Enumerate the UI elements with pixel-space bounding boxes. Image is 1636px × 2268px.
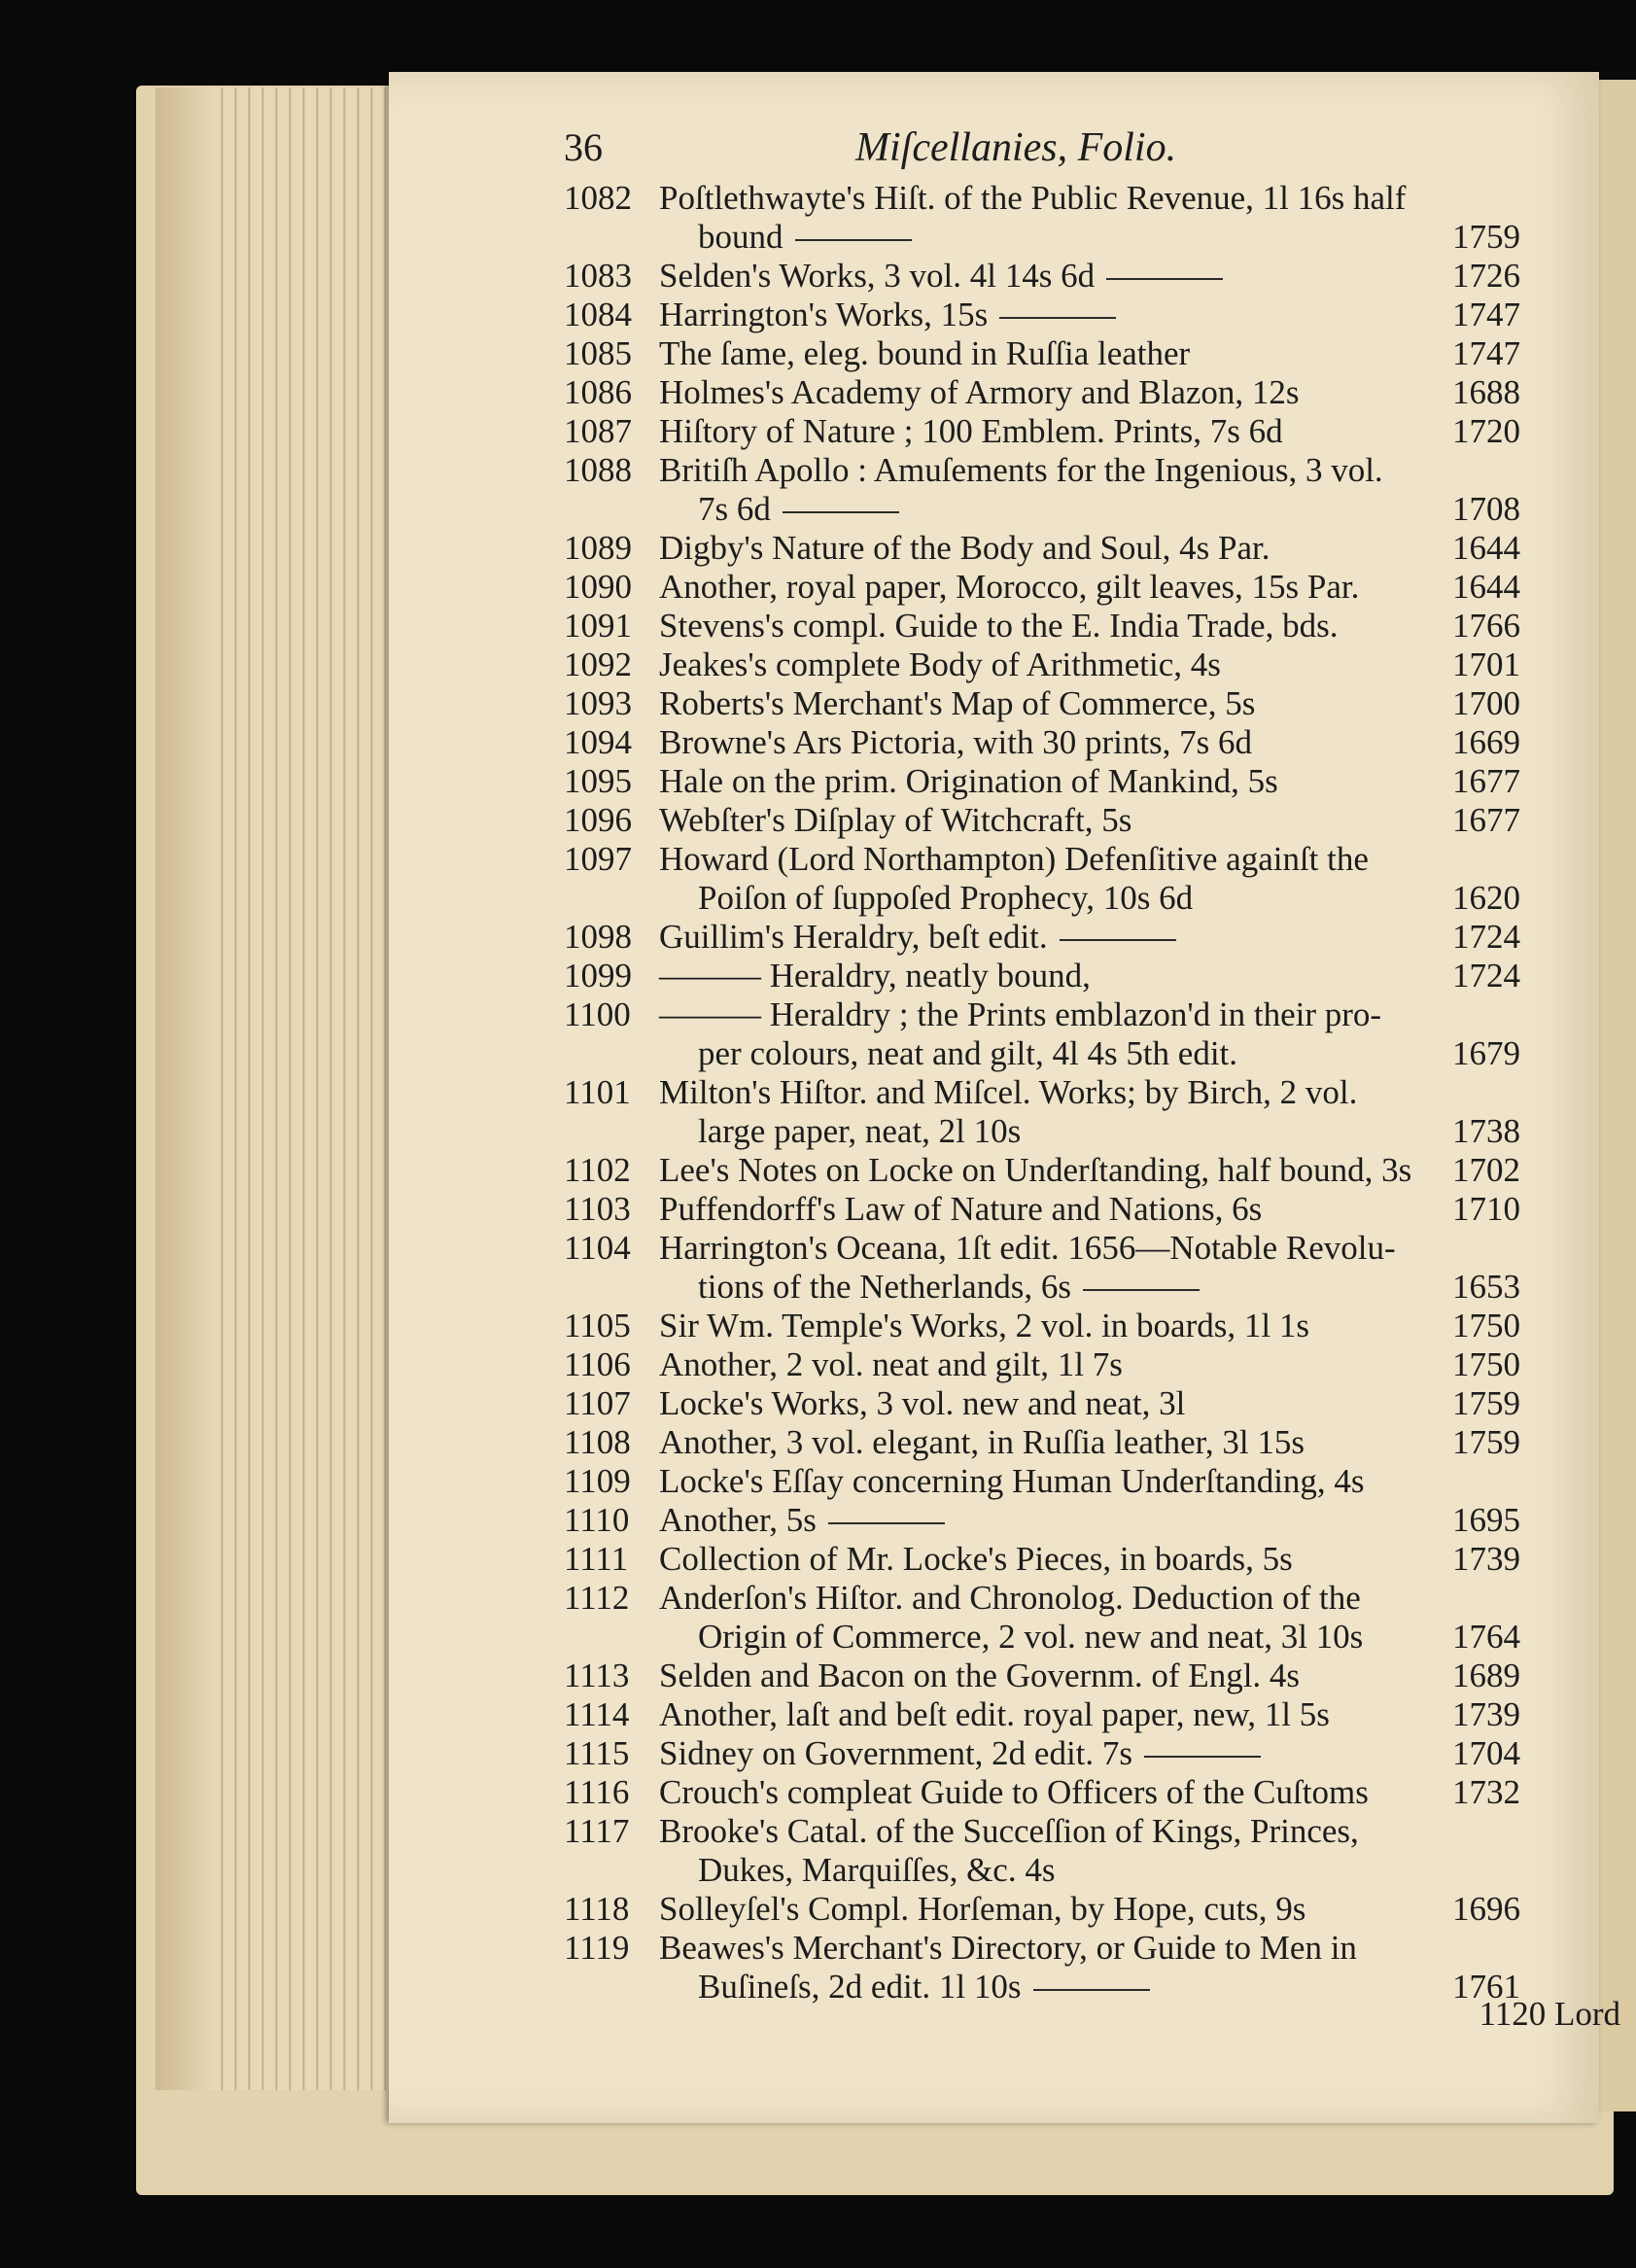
entry-year: 1644 — [1452, 568, 1520, 606]
entry-number: 1100 — [564, 995, 631, 1033]
entry-text: Harrington's Oceana, 1ſt edit. 1656—Notable Revolu- — [659, 1229, 1396, 1267]
entry-line — [564, 1268, 1536, 1307]
entry-line — [564, 218, 1536, 257]
catchword: 1120 Lord — [1479, 1995, 1620, 2033]
leader-rule — [999, 317, 1116, 319]
entry-line — [564, 1151, 1536, 1190]
catalogue-entry — [564, 995, 1536, 1073]
entry-number: 1115 — [564, 1734, 630, 1772]
entry-year: 1688 — [1452, 373, 1520, 411]
entry-number: 1086 — [564, 373, 632, 411]
entry-line — [564, 490, 1536, 529]
entry-text: Dukes, Marquiſſes, &c. 4s — [698, 1851, 1056, 1889]
entry-line — [564, 1190, 1536, 1229]
entry-year: 1761 — [1452, 1968, 1520, 2006]
entry-number: 1099 — [564, 957, 632, 994]
entry-line — [564, 1501, 1536, 1540]
entry-number: 1097 — [564, 840, 632, 878]
entry-text: Holmes's Academy of Armory and Blazon, 12s — [659, 373, 1300, 411]
entry-line — [564, 529, 1536, 568]
entry-text: ——— Heraldry ; the Prints emblazon'd in their pro- — [659, 995, 1382, 1033]
entry-line — [564, 1734, 1536, 1773]
entry-number: 1107 — [564, 1384, 631, 1422]
entry-line — [564, 1112, 1536, 1151]
entry-year: 1724 — [1452, 918, 1520, 956]
catalogue-entry — [564, 451, 1536, 529]
entry-text: The ſame, eleg. bound in Ruſſia leather — [659, 334, 1191, 372]
entry-number: 1083 — [564, 257, 632, 295]
catalogue-entry — [564, 1812, 1536, 1890]
entry-year: 1702 — [1452, 1151, 1520, 1189]
entry-line — [564, 801, 1536, 840]
entry-number: 1098 — [564, 918, 632, 956]
entry-text: Hiſtory of Nature ; 100 Emblem. Prints, 7s 6d — [659, 412, 1283, 450]
entry-year: 1704 — [1452, 1734, 1520, 1772]
entry-number: 1106 — [564, 1345, 631, 1383]
entry-text: Sir Wm. Temple's Works, 2 vol. in boards, 1l 1s — [659, 1307, 1309, 1344]
entry-year: 1677 — [1452, 801, 1520, 839]
entry-line — [564, 879, 1536, 918]
entry-number: 1108 — [564, 1423, 631, 1461]
catalogue-entry — [564, 568, 1536, 607]
entry-line — [564, 1073, 1536, 1112]
catalogue-entry — [564, 1695, 1536, 1734]
entry-year: 1720 — [1452, 412, 1520, 450]
entry-number: 1082 — [564, 179, 632, 217]
catalogue-entry — [564, 179, 1536, 257]
entry-line — [564, 995, 1536, 1034]
entry-year: 1710 — [1452, 1190, 1520, 1228]
catalogue-entry — [564, 529, 1536, 568]
entry-line — [564, 840, 1536, 879]
entry-line — [564, 373, 1536, 412]
entry-year: 1739 — [1452, 1540, 1520, 1578]
catalogue-entry — [564, 723, 1536, 762]
entry-text: Lee's Notes on Locke on Underſtanding, half bound, 3s — [659, 1151, 1412, 1189]
catalogue-entry — [564, 412, 1536, 451]
entry-line — [564, 1812, 1536, 1851]
page-number: 36 — [564, 125, 603, 169]
entry-number: 1096 — [564, 801, 632, 839]
entry-year: 1759 — [1452, 218, 1520, 256]
entry-text: large paper, neat, 2l 10s — [698, 1112, 1022, 1150]
entry-line — [564, 257, 1536, 296]
entry-line — [564, 1462, 1536, 1501]
entry-year: 1653 — [1452, 1268, 1520, 1306]
entry-year: 1679 — [1452, 1034, 1520, 1072]
entry-year: 1669 — [1452, 723, 1520, 761]
entry-number: 1089 — [564, 529, 632, 567]
entry-text: Hale on the prim. Origination of Mankind, 5s — [659, 762, 1278, 800]
entry-text: Browne's Ars Pictoria, with 30 prints, 7s 6d — [659, 723, 1253, 761]
entry-year: 1764 — [1452, 1618, 1520, 1656]
entry-number: 1091 — [564, 607, 632, 645]
entry-number: 1087 — [564, 412, 632, 450]
entry-text: Selden's Works, 3 vol. 4l 14s 6d — [659, 257, 1235, 296]
entry-line — [564, 1929, 1536, 1968]
entry-number: 1109 — [564, 1462, 631, 1500]
catalogue-entry — [564, 296, 1536, 334]
entry-year: 1689 — [1452, 1657, 1520, 1694]
catalogue-entry — [564, 1229, 1536, 1307]
entry-text: Howard (Lord Northampton) Defenſitive againſt the — [659, 840, 1369, 878]
entry-text: Selden and Bacon on the Governm. of Engl. 4s — [659, 1657, 1301, 1694]
catalogue-entries — [564, 179, 1536, 2006]
entry-number: 1117 — [564, 1812, 630, 1850]
entry-line — [564, 1384, 1536, 1423]
catalogue-entry — [564, 1307, 1536, 1345]
entry-line — [564, 1773, 1536, 1812]
leader-rule — [828, 1522, 945, 1524]
leader-rule — [795, 239, 912, 241]
catalogue-entry — [564, 1073, 1536, 1151]
entry-year: 1724 — [1452, 957, 1520, 994]
entry-year: 1747 — [1452, 296, 1520, 333]
catalogue-entry — [564, 257, 1536, 296]
catalogue-entry — [564, 1734, 1536, 1773]
entry-text: Webſter's Diſplay of Witchcraft, 5s — [659, 801, 1132, 839]
entry-year: 1759 — [1452, 1423, 1520, 1461]
leader-rule — [1033, 1989, 1150, 1991]
entry-number: 1092 — [564, 646, 632, 683]
catalogue-entry — [564, 1501, 1536, 1540]
entry-number: 1112 — [564, 1579, 630, 1617]
leader-rule — [1106, 278, 1223, 280]
entry-year: 1696 — [1452, 1890, 1520, 1928]
entry-line — [564, 607, 1536, 646]
entry-text: ——— Heraldry, neatly bound, — [659, 957, 1091, 994]
entry-line — [564, 179, 1536, 218]
entry-text: Locke's Eſſay concerning Human Underſtanding, 4s — [659, 1462, 1365, 1500]
page-title: Miſcellanies, Folio. — [855, 125, 1177, 170]
entry-line — [564, 334, 1536, 373]
entry-text: Locke's Works, 3 vol. new and neat, 3l — [659, 1384, 1186, 1422]
entry-number: 1084 — [564, 296, 632, 333]
entry-year: 1708 — [1452, 490, 1520, 528]
entry-text: bound — [698, 218, 923, 257]
entry-number: 1114 — [564, 1695, 630, 1733]
entry-year: 1766 — [1452, 607, 1520, 645]
entry-number: 1110 — [564, 1501, 630, 1539]
entry-line — [564, 451, 1536, 490]
catalogue-entry — [564, 1384, 1536, 1423]
leader-rule — [783, 511, 899, 513]
entry-text: Poiſon of ſuppoſed Prophecy, 10s 6d — [698, 879, 1194, 917]
entry-year: 1759 — [1452, 1384, 1520, 1422]
entry-line — [564, 957, 1536, 995]
entry-line — [564, 568, 1536, 607]
catalogue-entry — [564, 1890, 1536, 1929]
entry-line — [564, 918, 1536, 957]
entry-line — [564, 723, 1536, 762]
entry-text: Sidney on Government, 2d edit. 7s — [659, 1734, 1272, 1773]
catalogue-entry — [564, 840, 1536, 918]
entry-year: 1644 — [1452, 529, 1520, 567]
entry-year: 1726 — [1452, 257, 1520, 295]
entry-line — [564, 1579, 1536, 1618]
catalogue-entry — [564, 334, 1536, 373]
entry-year: 1677 — [1452, 762, 1520, 800]
catalogue-entry — [564, 1773, 1536, 1812]
catalogue-entry — [564, 1345, 1536, 1384]
entry-text: Milton's Hiſtor. and Miſcel. Works; by Birch, 2 vol. — [659, 1073, 1358, 1111]
entry-number: 1103 — [564, 1190, 631, 1228]
catalogue-entry — [564, 1462, 1536, 1501]
entry-line — [564, 1423, 1536, 1462]
entry-number: 1090 — [564, 568, 632, 606]
entry-line — [564, 1540, 1536, 1579]
entry-text: Another, 2 vol. neat and gilt, 1l 7s — [659, 1345, 1123, 1383]
entry-text: Digby's Nature of the Body and Soul, 4s Par. — [659, 529, 1271, 567]
catalogue-entry — [564, 607, 1536, 646]
catalogue-entry — [564, 1423, 1536, 1462]
entry-text: Another, 5s — [659, 1501, 957, 1540]
leader-rule — [1060, 939, 1176, 941]
facing-page-edge — [1594, 80, 1636, 2111]
entry-number: 1105 — [564, 1307, 631, 1344]
entry-line — [564, 1657, 1536, 1695]
entry-number: 1104 — [564, 1229, 631, 1267]
catalogue-entry — [564, 1540, 1536, 1579]
entry-text: Brooke's Catal. of the Succeſſion of Kings, Princes, — [659, 1812, 1359, 1850]
entry-year: 1739 — [1452, 1695, 1520, 1733]
entry-line — [564, 1034, 1536, 1073]
entry-line — [564, 1307, 1536, 1345]
entry-text: Origin of Commerce, 2 vol. new and neat, 3l 10s — [698, 1618, 1364, 1656]
entry-year: 1738 — [1452, 1112, 1520, 1150]
entry-line — [564, 296, 1536, 334]
entry-line — [564, 1890, 1536, 1929]
catalogue-entry — [564, 1151, 1536, 1190]
entry-text: per colours, neat and gilt, 4l 4s 5th edit. — [698, 1034, 1238, 1072]
entry-text: Guillim's Heraldry, beſt edit. — [659, 918, 1188, 957]
entry-number: 1118 — [564, 1890, 630, 1928]
entry-number: 1085 — [564, 334, 632, 372]
entry-text: Another, 3 vol. elegant, in Ruſſia leather, 3l 15s — [659, 1423, 1305, 1461]
entry-text: Poſtlethwayte's Hiſt. of the Public Revenue, 1l 16s half — [659, 179, 1407, 217]
leader-rule — [1144, 1756, 1261, 1758]
edge-shade — [156, 87, 214, 2090]
catalogue-entry — [564, 918, 1536, 957]
entry-year: 1747 — [1452, 334, 1520, 372]
catalogue-entry — [564, 957, 1536, 995]
entry-text: Puffendorff's Law of Nature and Nations, 6s — [659, 1190, 1263, 1228]
entry-year: 1701 — [1452, 646, 1520, 683]
entry-text: Roberts's Merchant's Map of Commerce, 5s — [659, 684, 1256, 722]
entry-text: Stevens's compl. Guide to the E. India Trade, bds. — [659, 607, 1339, 645]
entry-year: 1750 — [1452, 1307, 1520, 1344]
leader-rule — [1083, 1289, 1200, 1291]
entry-number: 1094 — [564, 723, 632, 761]
entry-number: 1116 — [564, 1773, 630, 1811]
catalogue-entry — [564, 684, 1536, 723]
entry-text: Harrington's Works, 15s — [659, 296, 1128, 334]
entry-number: 1111 — [564, 1540, 629, 1578]
entry-number: 1093 — [564, 684, 632, 722]
entry-line — [564, 1345, 1536, 1384]
entry-text: tions of the Netherlands, 6s — [698, 1268, 1211, 1307]
entry-year: 1620 — [1452, 879, 1520, 917]
catalogue-entry — [564, 762, 1536, 801]
entry-year: 1695 — [1452, 1501, 1520, 1539]
entry-number: 1119 — [564, 1929, 630, 1967]
catalogue-entry — [564, 373, 1536, 412]
entry-text: Anderſon's Hiſtor. and Chronolog. Deduction of the — [659, 1579, 1361, 1617]
catalogue-entry — [564, 646, 1536, 684]
entry-text: Beawes's Merchant's Directory, or Guide to Men in — [659, 1929, 1357, 1967]
entry-line — [564, 1618, 1536, 1657]
entry-number: 1102 — [564, 1151, 631, 1189]
entry-year: 1750 — [1452, 1345, 1520, 1383]
entry-text: Collection of Mr. Locke's Pieces, in boards, 5s — [659, 1540, 1293, 1578]
entry-number: 1113 — [564, 1657, 630, 1694]
catalogue-entry — [564, 801, 1536, 840]
entry-year: 1700 — [1452, 684, 1520, 722]
entry-text: Another, laſt and beſt edit. royal paper, new, 1l 5s — [659, 1695, 1330, 1733]
entry-text: Solleyſel's Compl. Horſeman, by Hope, cuts, 9s — [659, 1890, 1306, 1928]
entry-text: Crouch's compleat Guide to Officers of the Cuſtoms — [659, 1773, 1369, 1811]
catalogue-entry — [564, 1657, 1536, 1695]
page-header — [564, 124, 1516, 183]
entry-text: Another, royal paper, Morocco, gilt leaves, 15s Par. — [659, 568, 1360, 606]
entry-number: 1101 — [564, 1073, 631, 1111]
catalogue-entry — [564, 1579, 1536, 1657]
entry-number: 1088 — [564, 451, 632, 489]
entry-year: 1732 — [1452, 1773, 1520, 1811]
entry-line — [564, 1695, 1536, 1734]
stacked-page-edges — [156, 87, 394, 2090]
catalogue-entry — [564, 1190, 1536, 1229]
entry-line — [564, 1851, 1536, 1890]
entry-line — [564, 1968, 1536, 2006]
entry-text: 7s 6d — [698, 490, 911, 529]
entry-line — [564, 646, 1536, 684]
entry-line — [564, 762, 1536, 801]
catalogue-entry — [564, 1929, 1536, 2006]
entry-line — [564, 684, 1536, 723]
entry-number: 1095 — [564, 762, 632, 800]
entry-line — [564, 412, 1536, 451]
entry-line — [564, 1229, 1536, 1268]
entry-text: Britiſh Apollo : Amuſements for the Ingenious, 3 vol. — [659, 451, 1383, 489]
entry-text: Jeakes's complete Body of Arithmetic, 4s — [659, 646, 1221, 683]
entry-text: Buſineſs, 2d edit. 1l 10s — [698, 1968, 1162, 2006]
